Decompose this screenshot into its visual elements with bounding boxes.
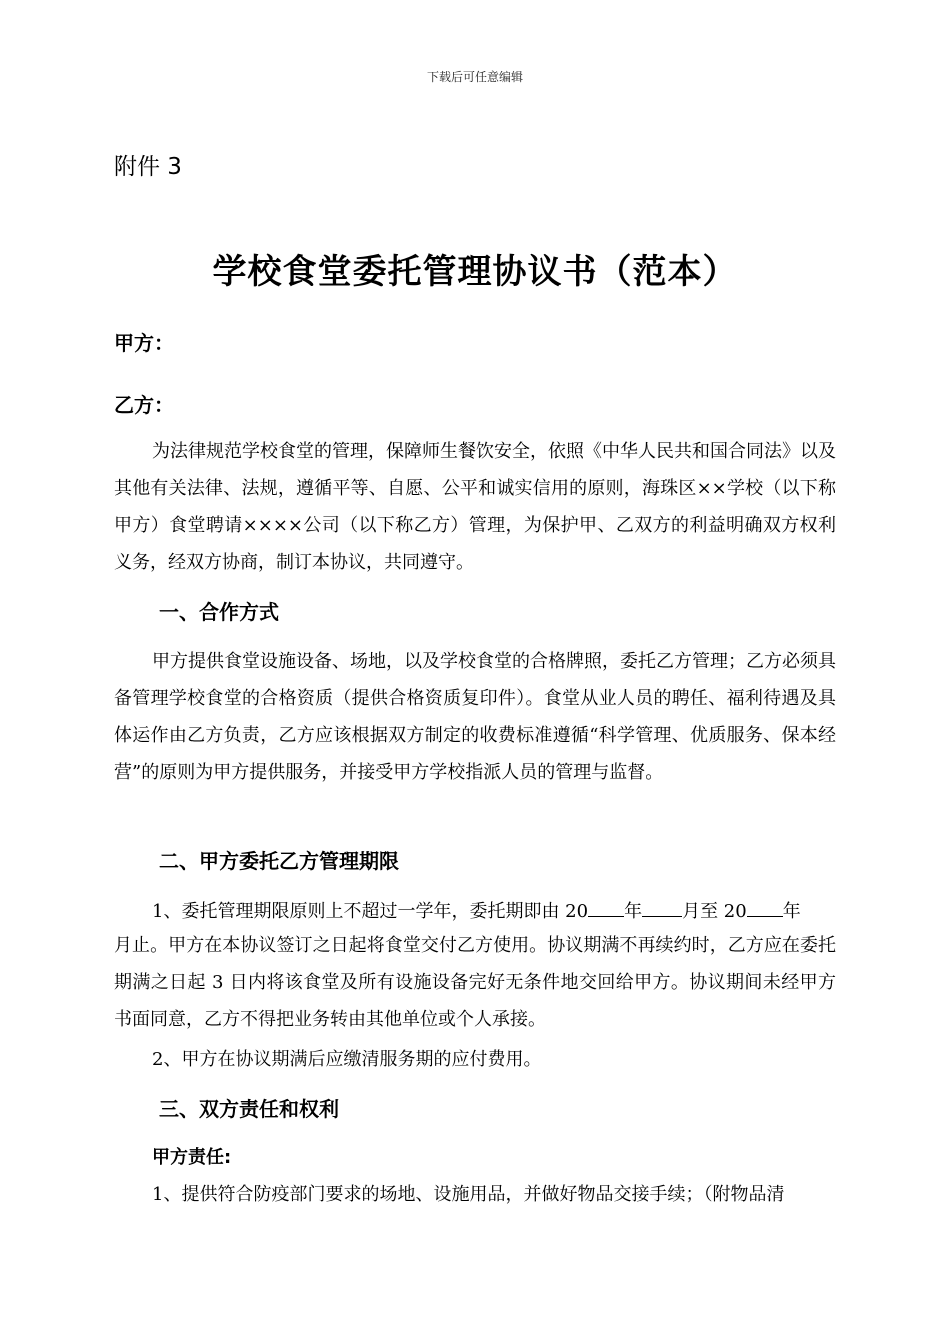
section-2-item-1-line-1	[152, 896, 801, 923]
party-a-duties-heading: 甲方责任:	[152, 1147, 232, 1168]
intro-paragraph: 为法律规范学校食堂的管理，保障师生餐饮安全，依照《中华人民共和国合同法》以及其他有关法律、法规，遵循平等、自愿、公平和诚实信用的原则，海珠区××学校（以下称甲方）食堂聘请××××公司（以下称乙方）管理，为保护甲、乙双方的利益明确双方权利义务，经双方协商，制订本协议，共同遵守。	[114, 441, 836, 573]
year-blank-end[interactable]	[747, 896, 783, 917]
attachment-label: 附件 3	[114, 154, 182, 180]
party-a-duty-1: 1、提供符合防疫部门要求的场地、设施用品，并做好物品交接手续；（附物品清	[152, 1184, 785, 1205]
party-a-label: 甲方：	[114, 331, 174, 355]
section-2-item-1-continued: 月止。甲方在本协议签订之日起将食堂交付乙方使用。协议期满不再续约时，乙方应在委托期满之日起 3 日内将该食堂及所有设施设备完好无条件地交回给甲方。协议期间未经甲方书面同意，乙方不得把业务转由其他单位或个人承接。	[114, 935, 836, 1030]
header-note: 下载后可任意编辑	[426, 70, 523, 84]
section-2-heading: 二、甲方委托乙方管理期限	[159, 849, 399, 873]
section-2-item-2: 2、甲方在协议期满后应缴清服务期的应付费用。	[152, 1049, 542, 1070]
month-blank-start[interactable]	[642, 896, 682, 917]
term-prefix: 1、委托管理期限原则上不超过一学年，委托期即由 20	[152, 900, 589, 922]
year-label-end: 年	[782, 900, 801, 922]
section-1-heading: 一、合作方式	[159, 600, 279, 624]
section-1-body: 甲方提供食堂设施设备、场地，以及学校食堂的合格牌照，委托乙方管理；乙方必须具备管理学校食堂的合格资质（提供合格资质复印件）。食堂从业人员的聘任、福利待遇及具体运作由乙方负责，乙方应该根据双方制定的收费标准遵循“科学管理、优质服务、保本经营”的原则为甲方提供服务，并接受甲方学校指派人员的管理与监督。	[114, 651, 836, 783]
year-label: 年	[624, 900, 643, 922]
section-3-heading: 三、双方责任和权利	[159, 1097, 339, 1121]
party-b-label: 乙方：	[114, 393, 174, 417]
month-label: 月至 20	[682, 900, 747, 922]
document-title: 学校食堂委托管理协议书（范本）	[212, 252, 738, 292]
year-blank-start[interactable]	[588, 896, 624, 917]
